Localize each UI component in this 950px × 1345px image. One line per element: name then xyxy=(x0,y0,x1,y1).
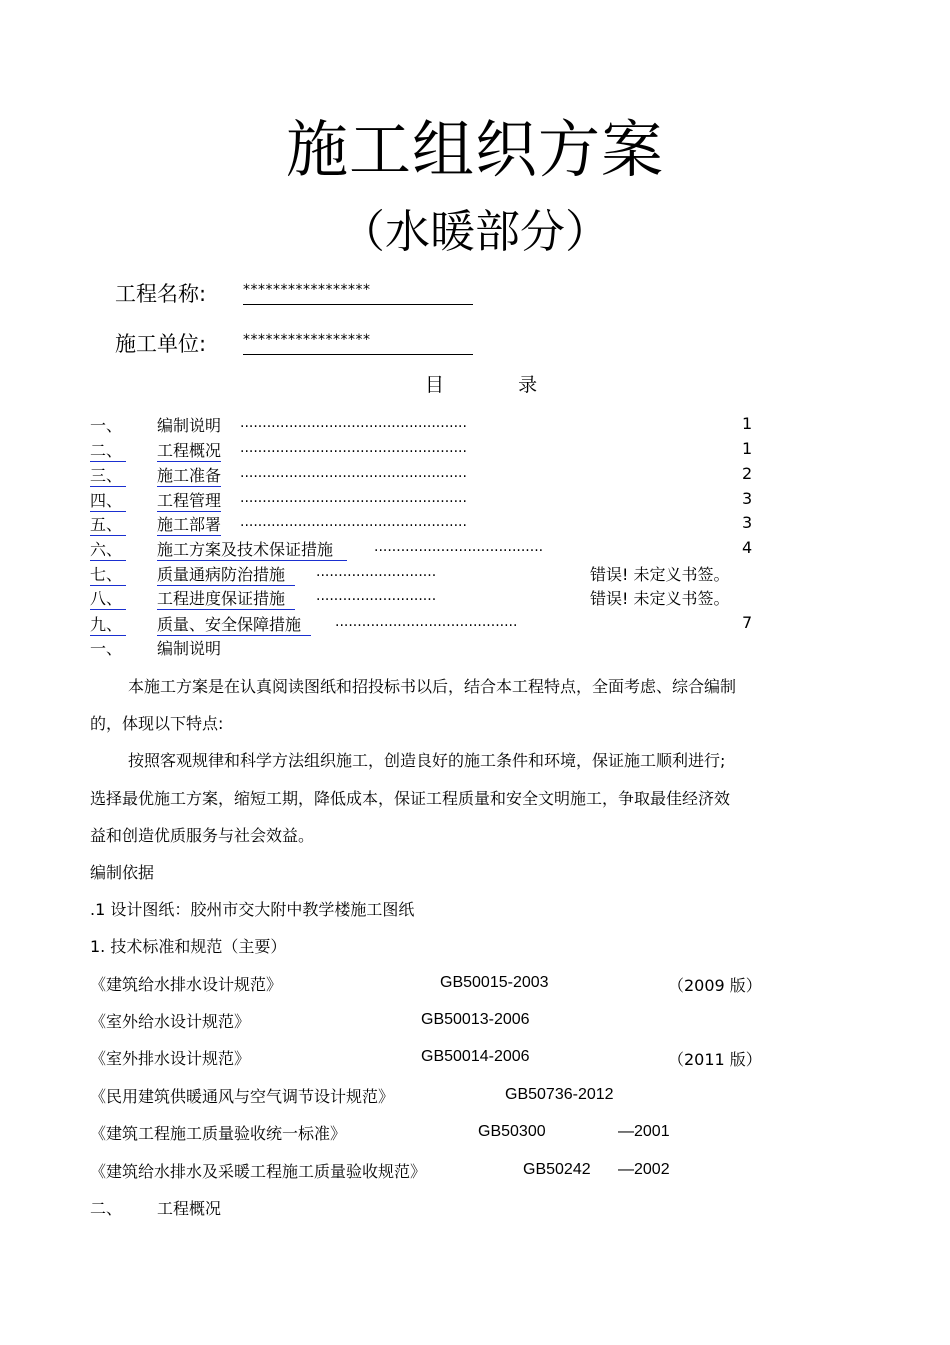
section1-para2-line3: 益和创造优质服务与社会效益。 xyxy=(90,826,315,845)
toc-entry-7-dots: ........................... xyxy=(316,564,437,580)
document-title: 施工组织方案 xyxy=(285,113,664,186)
toc-entry-5-page: 3 xyxy=(742,513,753,532)
toc-entry-4-page: 3 xyxy=(742,489,753,508)
toc-entry-3-link[interactable]: 施工准备 xyxy=(157,463,221,487)
section1-para2-line1: 按照客观规律和科学方法组织施工，创造良好的施工条件和环境，保证施工顺利进行; xyxy=(128,751,726,770)
section1-heading: 编制说明 xyxy=(157,639,222,658)
section1-para1-line2: 的，体现以下特点: xyxy=(90,714,224,733)
toc-entry-7-link[interactable]: 质量通病防治措施 xyxy=(157,562,295,586)
standard-6-code: GB50242 xyxy=(523,1161,591,1178)
standard-5-version: —2001 xyxy=(618,1123,670,1140)
standard-3-version: （2011 版） xyxy=(668,1050,762,1069)
toc-entry-3-dots: ................................................... xyxy=(240,465,467,481)
toc-entry-1-page: 1 xyxy=(742,414,753,433)
toc-entry-9-page: 7 xyxy=(742,613,753,632)
toc-entry-6-num[interactable]: 六、 xyxy=(90,537,126,561)
basis-heading: 编制依据 xyxy=(90,863,155,882)
standard-3-code: GB50014-2006 xyxy=(421,1048,530,1065)
toc-entry-8-dots: ........................... xyxy=(316,588,437,604)
standard-4-code: GB50736-2012 xyxy=(505,1086,614,1103)
standard-5-name: 《建筑工程施工质量验收统一标准》 xyxy=(90,1124,347,1143)
toc-entry-2-dots: ................................................... xyxy=(240,440,467,456)
section2-heading: 工程概况 xyxy=(157,1199,222,1218)
toc-entry-9-link[interactable]: 质量、安全保障措施 xyxy=(157,612,311,636)
unit-value: ***************** xyxy=(243,332,473,355)
basis-item-drawings: .1 设计图纸：胶州市交大附中教学楼施工图纸 xyxy=(90,900,415,919)
section1-para2-line2: 选择最优施工方案，缩短工期，降低成本，保证工程质量和安全文明施工，争取最佳经济效 xyxy=(90,789,731,808)
toc-entry-4-num[interactable]: 四、 xyxy=(90,488,126,512)
toc-heading xyxy=(425,370,537,397)
standard-5-code: GB50300 xyxy=(478,1123,546,1140)
toc-entry-5-link[interactable]: 施工部署 xyxy=(157,512,221,536)
toc-entry-9-num[interactable]: 九、 xyxy=(90,612,126,636)
toc-entry-3-num[interactable]: 三、 xyxy=(90,463,126,487)
toc-entry-5-num[interactable]: 五、 xyxy=(90,512,126,536)
toc-entry-1-num: 一、 xyxy=(90,416,123,435)
document-subtitle: （水暖部分） xyxy=(339,205,610,258)
standard-1-name: 《建筑给水排水设计规范》 xyxy=(90,975,283,994)
toc-entry-4-link[interactable]: 工程管理 xyxy=(157,488,221,512)
project-name-value: ***************** xyxy=(243,282,473,305)
toc-entry-9-dots: ......................................... xyxy=(335,614,518,630)
toc-entry-1-label: 编制说明 xyxy=(157,416,222,435)
section1-number: 一、 xyxy=(90,639,123,658)
toc-entry-2-page: 1 xyxy=(742,439,753,458)
standard-1-code: GB50015-2003 xyxy=(440,974,549,991)
toc-entry-6-dots: ...................................... xyxy=(374,539,544,555)
toc-heading-left: 目 xyxy=(425,374,445,396)
toc-heading-right: 录 xyxy=(518,374,538,396)
basis-item-standards: 1. 技术标准和规范（主要） xyxy=(90,937,287,956)
standard-4-name: 《民用建筑供暖通风与空气调节设计规范》 xyxy=(90,1087,395,1106)
toc-entry-8-page: 错误! 未定义书签。 xyxy=(590,589,730,608)
unit-label: 施工单位: xyxy=(115,332,207,356)
standard-2-name: 《室外给水设计规范》 xyxy=(90,1012,251,1031)
standard-2-code: GB50013-2006 xyxy=(421,1011,530,1028)
project-name-label: 工程名称: xyxy=(115,282,207,306)
toc-entry-8-num[interactable]: 八、 xyxy=(90,586,126,610)
standard-3-name: 《室外排水设计规范》 xyxy=(90,1049,251,1068)
toc-entry-7-num[interactable]: 七、 xyxy=(90,562,126,586)
section2-number: 二、 xyxy=(90,1199,123,1218)
toc-entry-6-link[interactable]: 施工方案及技术保证措施 xyxy=(157,537,347,561)
section1-para1-line1: 本施工方案是在认真阅读图纸和招投标书以后，结合本工程特点，全面考虑、综合编制 xyxy=(128,677,737,696)
standard-6-version: —2002 xyxy=(618,1161,670,1178)
toc-entry-3-page: 2 xyxy=(742,464,753,483)
toc-entry-1-dots: ................................................... xyxy=(240,415,467,431)
toc-entry-2-link[interactable]: 工程概况 xyxy=(157,438,221,462)
toc-entry-2-num[interactable]: 二、 xyxy=(90,438,126,462)
standard-1-version: （2009 版） xyxy=(668,976,762,995)
toc-entry-8-link[interactable]: 工程进度保证措施 xyxy=(157,586,295,610)
toc-entry-7-page: 错误! 未定义书签。 xyxy=(590,565,730,584)
toc-entry-4-dots: ................................................... xyxy=(240,490,467,506)
toc-entry-6-page: 4 xyxy=(742,538,753,557)
toc-entry-5-dots: ................................................... xyxy=(240,514,467,530)
standard-6-name: 《建筑给水排水及采暖工程施工质量验收规范》 xyxy=(90,1162,427,1181)
